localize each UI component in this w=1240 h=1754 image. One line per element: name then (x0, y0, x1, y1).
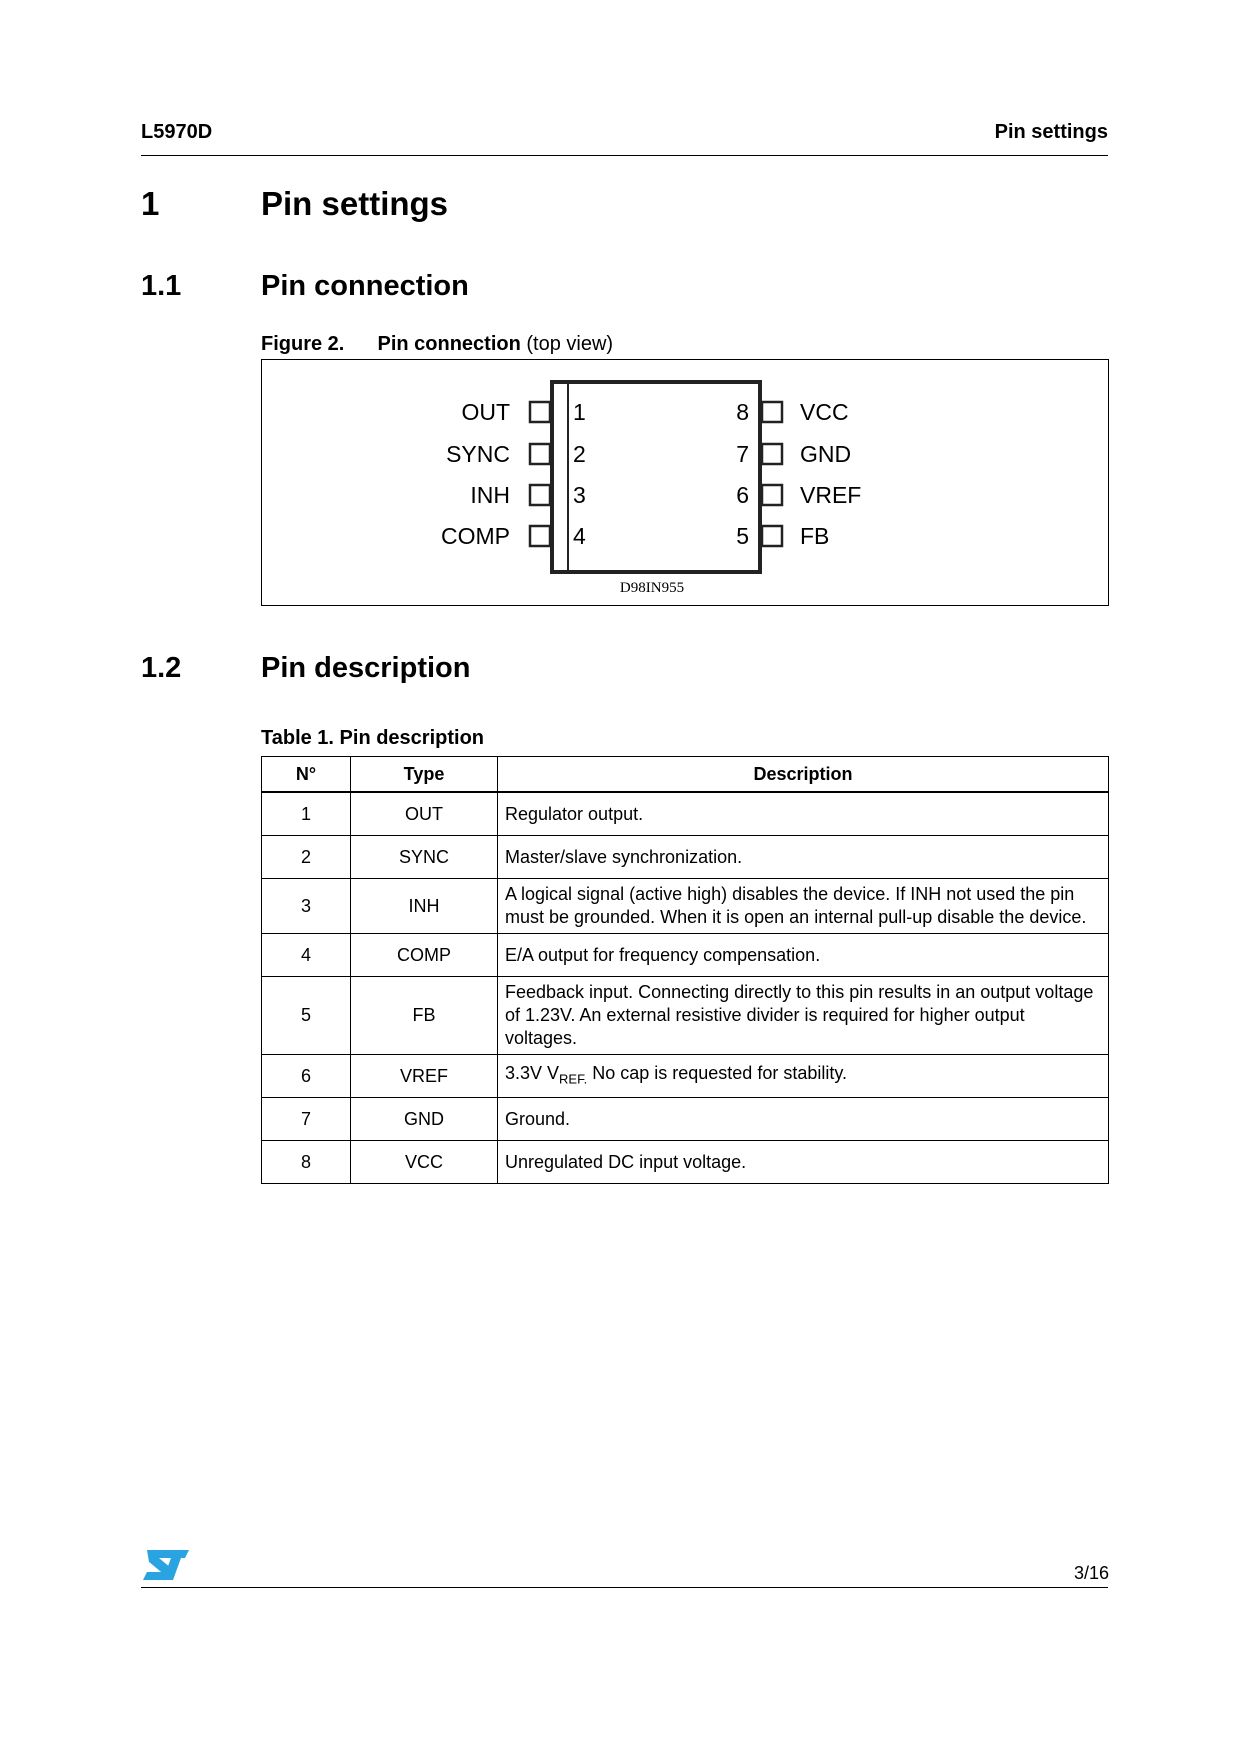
pin-8-number: 8 (736, 399, 749, 425)
pin-number-cell: 8 (262, 1141, 351, 1184)
st-logo-icon (141, 1548, 191, 1582)
pin-2-number: 2 (573, 441, 586, 467)
table-row (262, 1055, 1109, 1098)
pin-8-name: VCC (800, 399, 849, 425)
vref-note: No cap is requested for stability. (587, 1062, 848, 1083)
pin-5-number: 5 (736, 523, 749, 549)
figure-code: D98IN955 (619, 580, 685, 596)
pin-description-cell: Ground. (498, 1098, 1109, 1141)
pin-type-cell: VCC (351, 1141, 498, 1184)
pin-1-number: 1 (573, 399, 586, 425)
pin-type-cell: OUT (351, 792, 498, 836)
pin-description-cell: Feedback input. Connecting directly to this pin results in an output voltage of 1.23V. An external resistive divider is required for higher output voltages. (498, 977, 1109, 1055)
pin-7-lead (762, 444, 782, 464)
table-row (262, 934, 1109, 977)
header-doc-id: L5970D (141, 121, 213, 143)
pin-5-name: FB (800, 523, 830, 549)
pin-1-lead (530, 402, 550, 422)
pin-number-cell: 3 (262, 879, 351, 934)
figure-title-suffix: (top view) (526, 333, 614, 355)
table-caption: Table 1. Pin description (261, 727, 485, 749)
pin-number-cell: 4 (262, 934, 351, 977)
pin-3-name: INH (470, 482, 510, 508)
pin-number-cell: 6 (262, 1055, 351, 1098)
pin-4-number: 4 (573, 523, 586, 549)
pin-7-number: 7 (736, 441, 749, 467)
pin-5-lead (762, 526, 782, 546)
figure-caption (261, 333, 613, 356)
col-header-type: Type (351, 757, 498, 793)
pin-description-table (261, 756, 1109, 1184)
pin-description-cell: E/A output for frequency compensation. (498, 934, 1109, 977)
pin-6-number: 6 (736, 482, 749, 508)
pin-2-lead (530, 444, 550, 464)
pin-description-cell: A logical signal (active high) disables the device. If INH not used the pin must be grounded. When it is open an internal pull-up disable the device. (498, 879, 1109, 934)
vref-subscript: REF. (559, 1071, 588, 1087)
header-section: Pin settings (994, 121, 1108, 143)
pin-6-lead (762, 485, 782, 505)
section-1-number: 1 (141, 185, 160, 222)
table-row (262, 977, 1109, 1055)
figure-label: Figure 2. (261, 333, 345, 355)
pin-8-lead (762, 402, 782, 422)
vref-value: 3.3V V (505, 1062, 560, 1083)
pin-description-cell: Unregulated DC input voltage. (498, 1141, 1109, 1184)
table-row (262, 1141, 1109, 1184)
section-1-title: Pin settings (261, 185, 449, 222)
pin-type-cell: INH (351, 879, 498, 934)
pin-3-lead (530, 485, 550, 505)
section-1-1-number: 1.1 (141, 270, 182, 302)
section-1-2-title: Pin description (261, 652, 471, 684)
table-row (262, 879, 1109, 934)
pin-number-cell: 7 (262, 1098, 351, 1141)
pin-type-cell: COMP (351, 934, 498, 977)
table-header-row (262, 757, 1109, 793)
figure-title: Pin connection (377, 333, 521, 355)
pin-number-cell: 5 (262, 977, 351, 1055)
pin-7-name: GND (800, 441, 852, 467)
pin-4-lead (530, 526, 550, 546)
pin-1-name: OUT (461, 399, 510, 425)
section-1-1-title: Pin connection (261, 270, 469, 302)
pin-type-cell: VREF (351, 1055, 498, 1098)
page-number: 3/16 (1073, 1563, 1109, 1583)
pin-description-cell (498, 1055, 1109, 1098)
pin-6-name: VREF (800, 482, 862, 508)
footer-rule (141, 1587, 1108, 1588)
pin-type-cell: SYNC (351, 836, 498, 879)
col-header-number: N° (262, 757, 351, 793)
pin-connection-diagram (262, 360, 1108, 605)
table-row (262, 1098, 1109, 1141)
table-row (262, 792, 1109, 836)
pin-number-cell: 1 (262, 792, 351, 836)
pin-type-cell: GND (351, 1098, 498, 1141)
pin-description-cell: Regulator output. (498, 792, 1109, 836)
pin-4-name: COMP (441, 523, 510, 549)
table-row (262, 836, 1109, 879)
section-1-2-number: 1.2 (141, 652, 182, 684)
pin-3-number: 3 (573, 482, 586, 508)
pin-type-cell: FB (351, 977, 498, 1055)
pin-description-cell: Master/slave synchronization. (498, 836, 1109, 879)
pin-number-cell: 2 (262, 836, 351, 879)
col-header-description: Description (498, 757, 1109, 793)
header-rule (141, 155, 1108, 156)
pin-2-name: SYNC (446, 441, 510, 467)
figure-box (261, 359, 1109, 606)
